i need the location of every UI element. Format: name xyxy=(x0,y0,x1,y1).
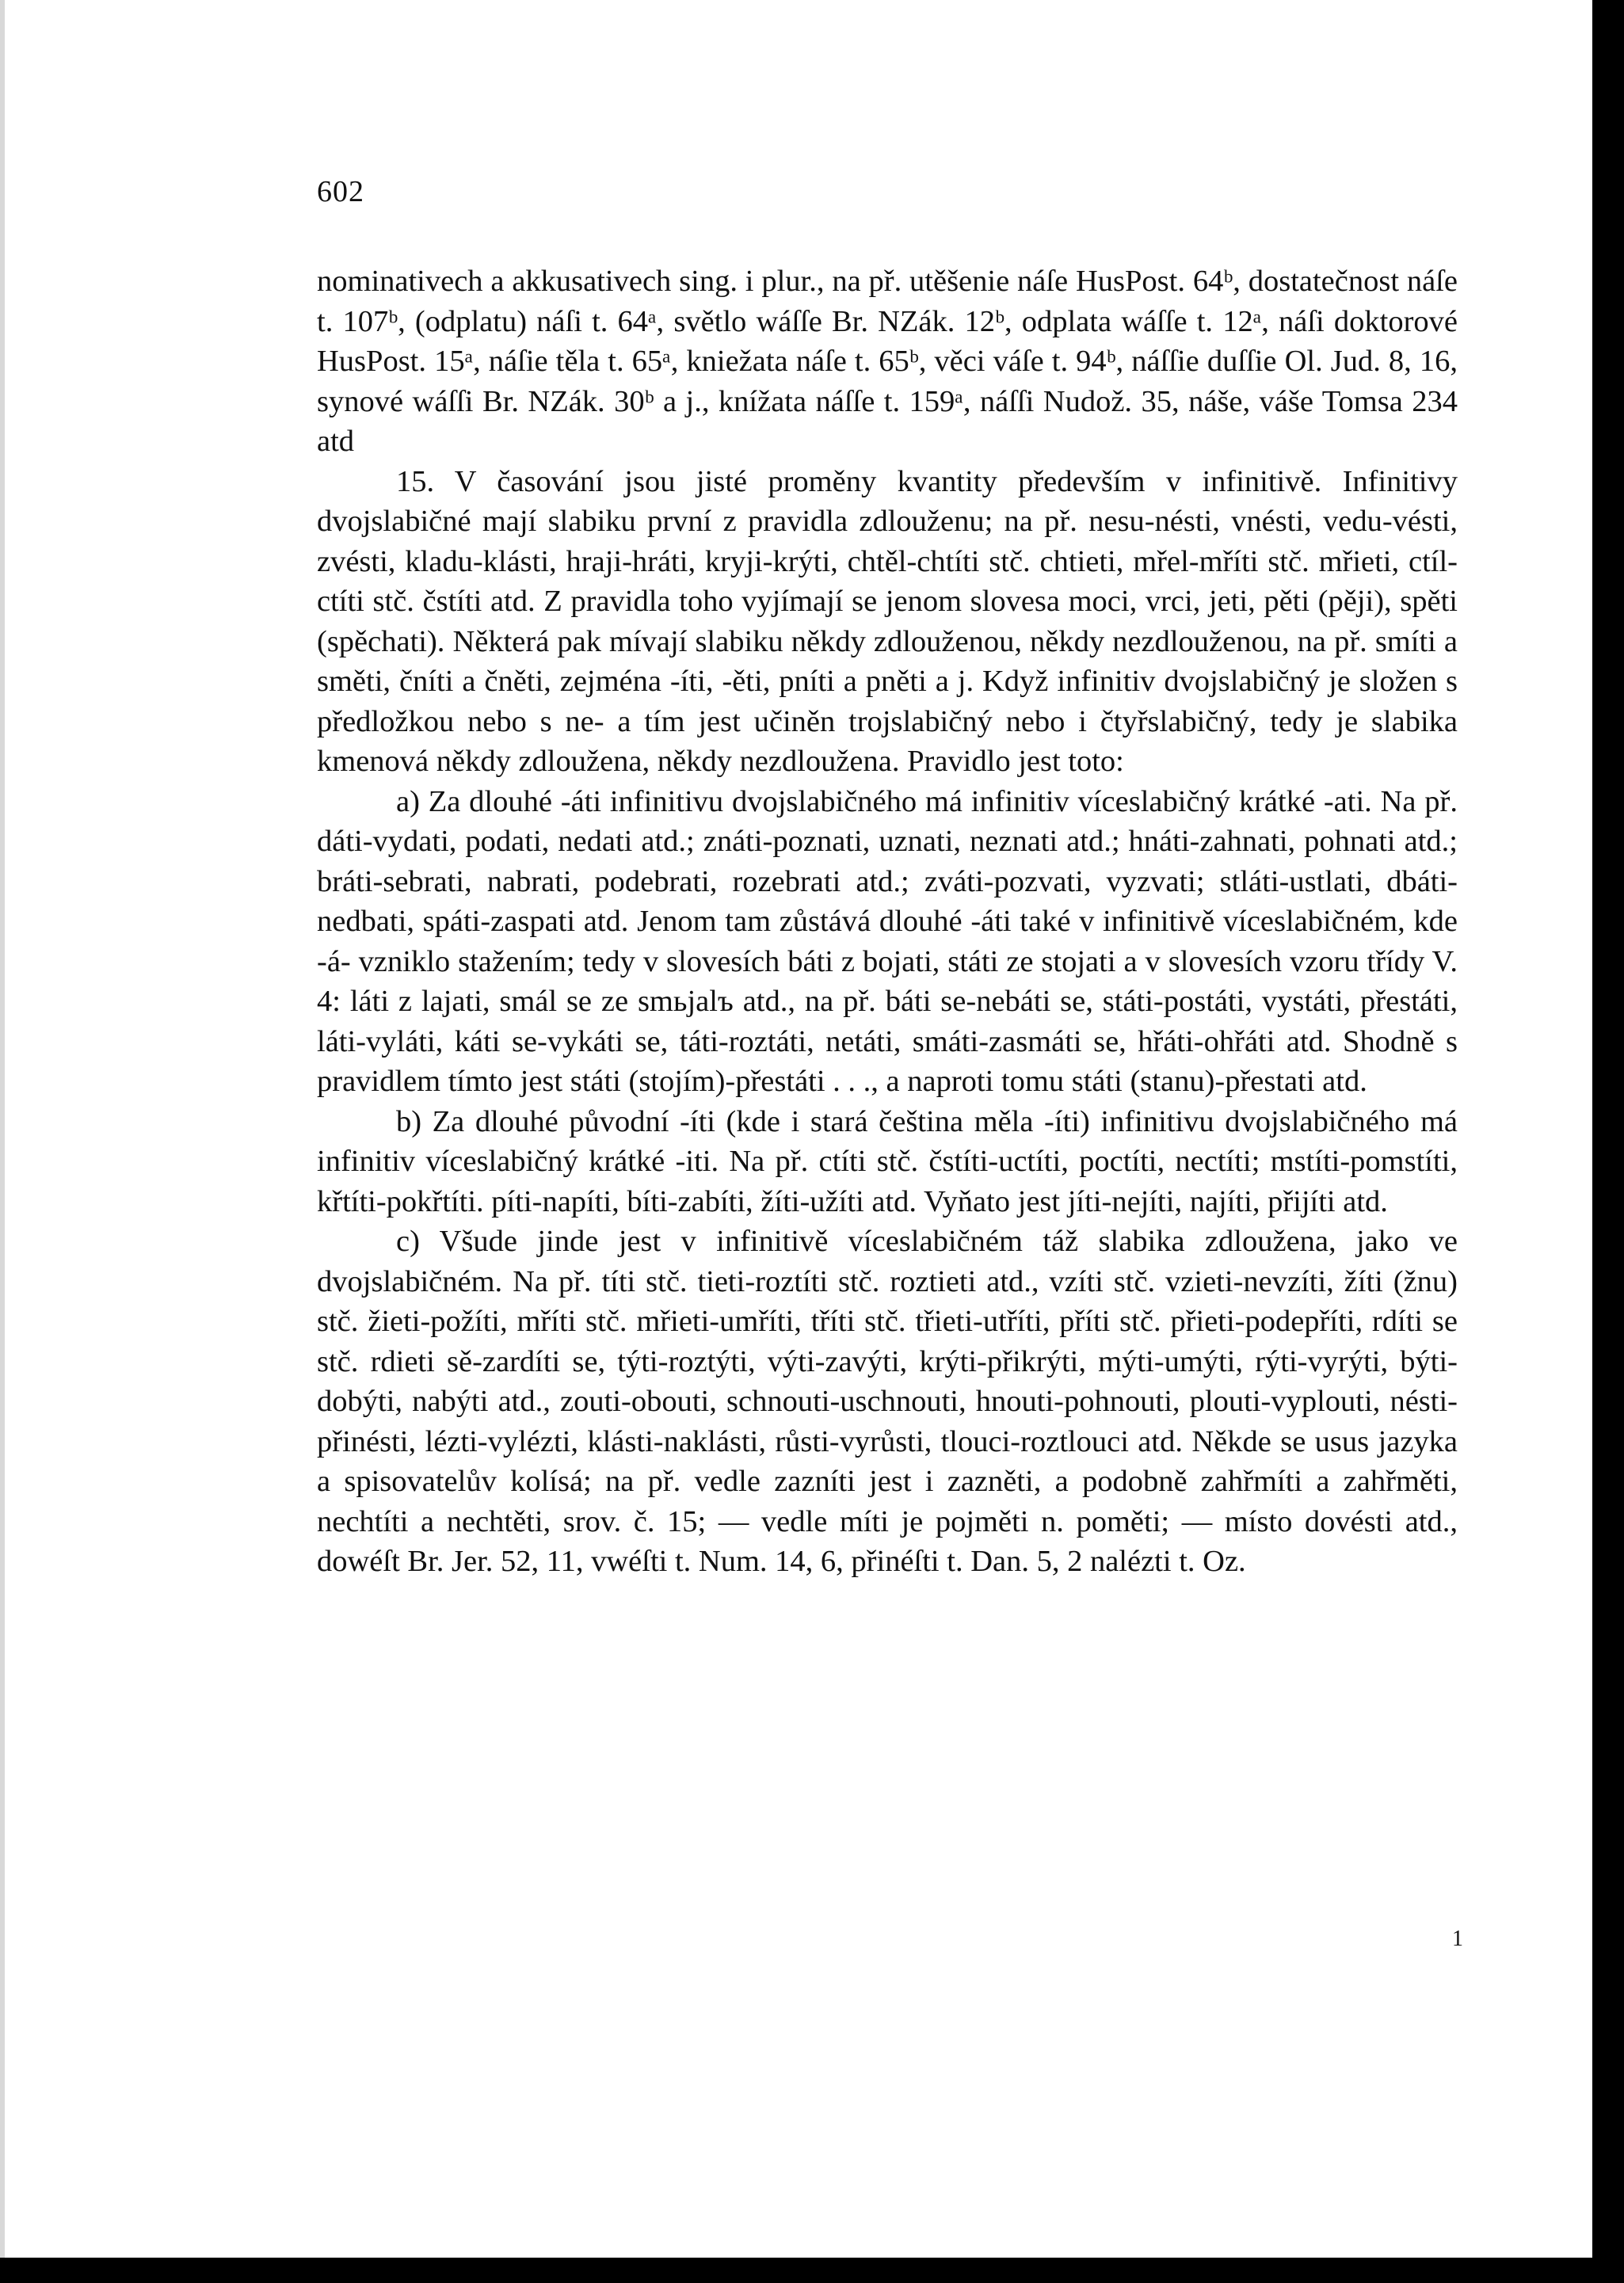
book-page xyxy=(317,174,1458,1582)
paragraph-nominative: nominativech a akkusativech sing. i plur., na př. utěšenie náſe HusPost. 64ᵇ, dostatečnost náſe t. 107ᵇ, (odplatu) náſi t. 64ᵃ, světlo wáſſe Br. NZák. 12ᵇ, odplata wáſſe t. 12ᵃ, náſi doktorové HusPost. 15ᵃ, náſie těla t. 65ᵃ, kniežata náſe t. 65ᵇ, věci váſe t. 94ᵇ, náſſie duſſie Ol. Jud. 8, 16, synové wáſſi Br. NZák. 30ᵇ a j., knížata náſſe t. 159ᵃ, náſſi Nudož. 35, náše, váše Tomsa 234 atd xyxy=(317,265,1458,458)
scan-edge-left xyxy=(0,0,5,2283)
body-text xyxy=(317,261,1458,1582)
paragraph-rule-b: b) Za dlouhé původní -íti (kde i stará čeština měla -íti) infinitivu dvojslabičného má infinitiv víceslabičný krátké -iti. Na př. ctíti stč. čstíti-uctíti, poctíti, nectíti; mstíti-pomstíti, křtíti-pokřtíti. píti-napíti, bíti-zabíti, žíti-užíti atd. Vyňato jest jíti-nejíti, najíti, přijíti atd. xyxy=(317,1104,1458,1218)
paragraph-15-infinitive: 15. V časování jsou jisté proměny kvantity především v infinitivě. Infinitivy dvojslabičné mají slabiku první z pravidla zdlouženu; na př. nesu-nésti, vnésti, vedu-vésti, zvésti, kladu-klásti, hraji-hráti, kryji-krýti, chtěl-chtíti stč. chtieti, mřel-mříti stč. mřieti, ctíl-ctíti stč. čstíti atd. Z pravidla toho vyjímají se jenom slovesa moci, vrci, jeti, pěti (pěji), spěti (spěchati). Některá pak mívají slabiku někdy zdlouženou, někdy nezdlouženou, na př. smíti a směti, čníti a čněti, zejména -íti, -ěti, pníti a pněti a j. Když infinitiv dvojslabičný je složen s předložkou nebo s ne- a tím jest učiněn trojslabičný nebo i čtyřslabičný, tedy je slabika kmenová někdy zdloužena, někdy nezdloužena. Pravidlo jest toto: xyxy=(317,464,1458,778)
footnote-mark: 1 xyxy=(1452,1927,1463,1951)
scan-border-right xyxy=(1592,0,1624,2283)
page-number: 602 xyxy=(317,175,364,208)
paragraph-rule-a: a) Za dlouhé -áti infinitivu dvojslabičného má infinitiv víceslabičný krátké -ati. Na př. dáti-vydati, podati, nedati atd.; znáti-poznati, uznati, neznati atd.; hnáti-zahnati, pohnati atd.; bráti-sebrati, nabrati, podebrati, rozebrati atd.; zváti-pozvati, vyzvati; stláti-ustlati, dbáti-nedbati, spáti-zaspati atd. Jenom tam zůstává dlouhé -áti také v infinitivě víceslabičném, kde -á- vzniklo stažením; tedy v slovesích báti z bojati, státi ze stojati a v slovesích vzoru třídy V. 4: láti z lajati, smál se ze smьjalъ atd., na př. báti se-nebáti se, státi-postáti, vystáti, přestáti, láti-vyláti, káti se-vykáti se, táti-roztáti, netáti, smáti-zasmáti se, hřáti-ohřáti atd. Shodně s pravidlem tímto jest státi (stojím)-přestáti . . ., a naproti tomu státi (stanu)-přestati atd. xyxy=(317,784,1458,1098)
paragraph-rule-c: c) Všude jinde jest v infinitivě víceslabičném táž slabika zdloužena, jako ve dvojslabičném. Na př. títi stč. tieti-roztíti stč. roztieti atd., vzíti stč. vzieti-nevzíti, žíti (žnu) stč. žieti-požíti, mříti stč. mřieti-umříti, tříti stč. třieti-utříti, příti stč. přieti-podepříti, rdíti se stč. rdieti sě-zardíti se, týti-roztýti, výti-zavýti, krýti-přikrýti, mýti-umýti, rýti-vyrýti, býti-dobýti, nabýti atd., zouti-obouti, schnouti-uschnouti, hnouti-pohnouti, plouti-vyplouti, nésti-přinésti, lézti-vylézti, klásti-naklásti, růsti-vyrůsti, tlouci-roztlouci atd. Někde se usus jazyka a spisovatelův kolísá; na př. vedle zazníti jest i zazněti, a podobně zahřmíti a zahřměti, nechtíti a nechtěti, srov. č. 15; — vedle míti je pojměti n. poměti; — místo dovésti atd., dowéſt Br. Jer. 52, 11, vwéſti t. Num. 14, 6, přinéſti t. Dan. 5, 2 nalézti t. Oz. xyxy=(317,1225,1458,1578)
scan-border-bottom xyxy=(0,2258,1624,2283)
